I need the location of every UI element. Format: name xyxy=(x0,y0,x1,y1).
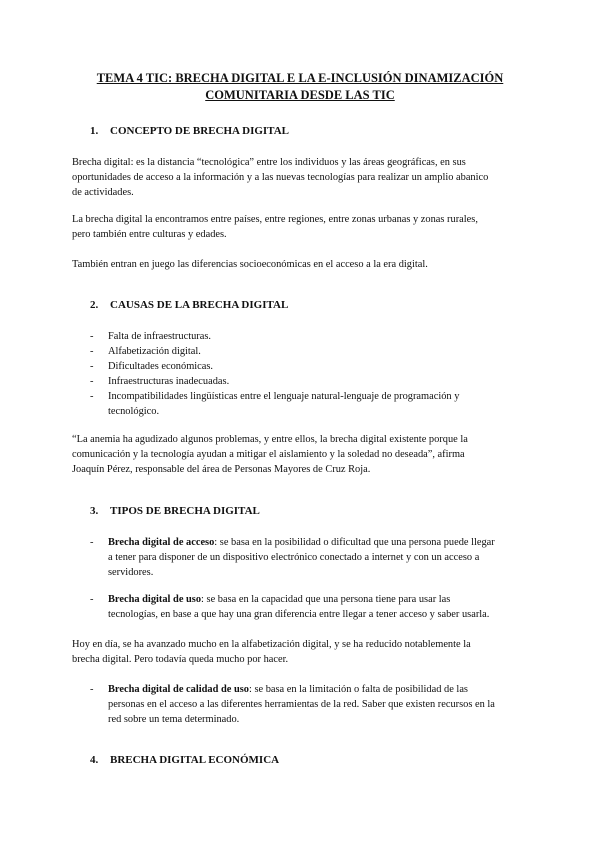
list-item: - Falta de infraestructuras. xyxy=(90,329,530,344)
term-definition: : se basa en la limitación o falta de posibilidad de las xyxy=(248,684,468,695)
section-title: BRECHA DIGITAL ECONÓMICA xyxy=(110,754,280,766)
definition-paragraph xyxy=(72,155,532,200)
quote-paragraph xyxy=(72,432,532,477)
text-line xyxy=(108,592,530,607)
causes-list xyxy=(90,329,530,419)
quality-gap-item xyxy=(90,682,530,727)
list-item-text: Incompatibilidades lingüísticas entre el lenguaje natural-lenguaje de programación y xyxy=(108,391,460,402)
access-gap-item xyxy=(90,535,530,580)
text-line: También entran en juego las diferencias socioeconómicas en el acceso a la era digital. xyxy=(72,259,428,270)
text-line: pero también entre culturas y edades. xyxy=(72,229,227,240)
document-title xyxy=(60,70,540,104)
text-line: de actividades. xyxy=(72,187,134,198)
section-3-heading xyxy=(90,504,260,519)
section-title: CAUSAS DE LA BRECHA DIGITAL xyxy=(110,299,289,311)
term-bold: Brecha digital de acceso xyxy=(108,537,215,548)
section-number: 3. xyxy=(90,505,99,517)
text-line: red sobre un tema determinado. xyxy=(108,714,240,725)
progress-paragraph xyxy=(72,637,532,667)
text-line xyxy=(108,535,530,550)
list-item: - Infraestructuras inadecuadas. xyxy=(90,374,530,389)
section-title: TIPOS DE BRECHA DIGITAL xyxy=(110,505,260,517)
list-item: - Alfabetización digital. xyxy=(90,344,530,359)
text-line: La brecha digital la encontramos entre países, entre regiones, entre zonas urbanas y zonas rurales, xyxy=(72,214,478,225)
bullet-dash: - xyxy=(90,594,94,605)
text-line xyxy=(108,682,530,697)
text-line: tecnologías, en base a que hay una gran diferencia entre llegar a tener acceso y saber usarla. xyxy=(108,609,490,620)
bullet-dash: - xyxy=(90,684,94,695)
title-line-2: COMUNITARIA DESDE LAS TIC xyxy=(205,88,395,102)
list-item: - Dificultades económicas. xyxy=(90,359,530,374)
term-bold: Brecha digital de calidad de uso xyxy=(108,684,249,695)
list-item xyxy=(90,389,530,419)
section-number: 2. xyxy=(90,299,99,311)
text-line: a tener para disponer de un dispositivo electrónico conectado a internet y con un acceso a xyxy=(108,552,480,563)
text-line: oportunidades de acceso a la información y a las nuevas tecnologías para realizar un amplio abanico xyxy=(72,172,489,183)
section-1-heading xyxy=(90,124,289,139)
title-line-1: TEMA 4 TIC: BRECHA DIGITAL E LA E-INCLUSIÓN DINAMIZACIÓN xyxy=(96,71,504,85)
text-line: servidores. xyxy=(108,567,154,578)
section-2-heading xyxy=(90,298,288,313)
text-line: Brecha digital: es la distancia “tecnológica” entre los individuos y las áreas geográficas, en sus xyxy=(72,157,466,168)
text-line: Joaquín Pérez, responsable del área de Personas Mayores de Cruz Roja. xyxy=(72,464,371,475)
term-bold: Brecha digital de uso xyxy=(108,594,202,605)
bullet-dash: - xyxy=(90,537,94,548)
text-line: “La anemia ha agudizado algunos problemas, y entre ellos, la brecha digital existente porque la xyxy=(72,434,468,445)
text-line: personas en el acceso a las diferentes herramientas de la red. Saber que existen recursos en la xyxy=(108,699,495,710)
section-number: 1. xyxy=(90,125,99,137)
section-4-heading xyxy=(90,753,279,768)
term-definition: : se basa en la capacidad que una persona tiene para usar las xyxy=(201,594,451,605)
term-definition: : se basa en la posibilidad o dificultad que una persona puede llegar xyxy=(214,537,495,548)
use-gap-item xyxy=(90,592,530,622)
text-line: Hoy en día, se ha avanzado mucho en la alfabetización digital, y se ha reducido notablemente la xyxy=(72,639,471,650)
socioeconomic-paragraph xyxy=(72,257,532,272)
section-title: CONCEPTO DE BRECHA DIGITAL xyxy=(110,125,289,137)
distribution-paragraph xyxy=(72,212,532,242)
text-line: comunicación y la tecnología ayudan a mitigar el aislamiento y la soledad no deseada”, afirma xyxy=(72,449,465,460)
list-item-text: tecnológico. xyxy=(108,406,160,417)
section-number: 4. xyxy=(90,754,99,766)
text-line: brecha digital. Pero todavía queda mucho por hacer. xyxy=(72,654,289,665)
